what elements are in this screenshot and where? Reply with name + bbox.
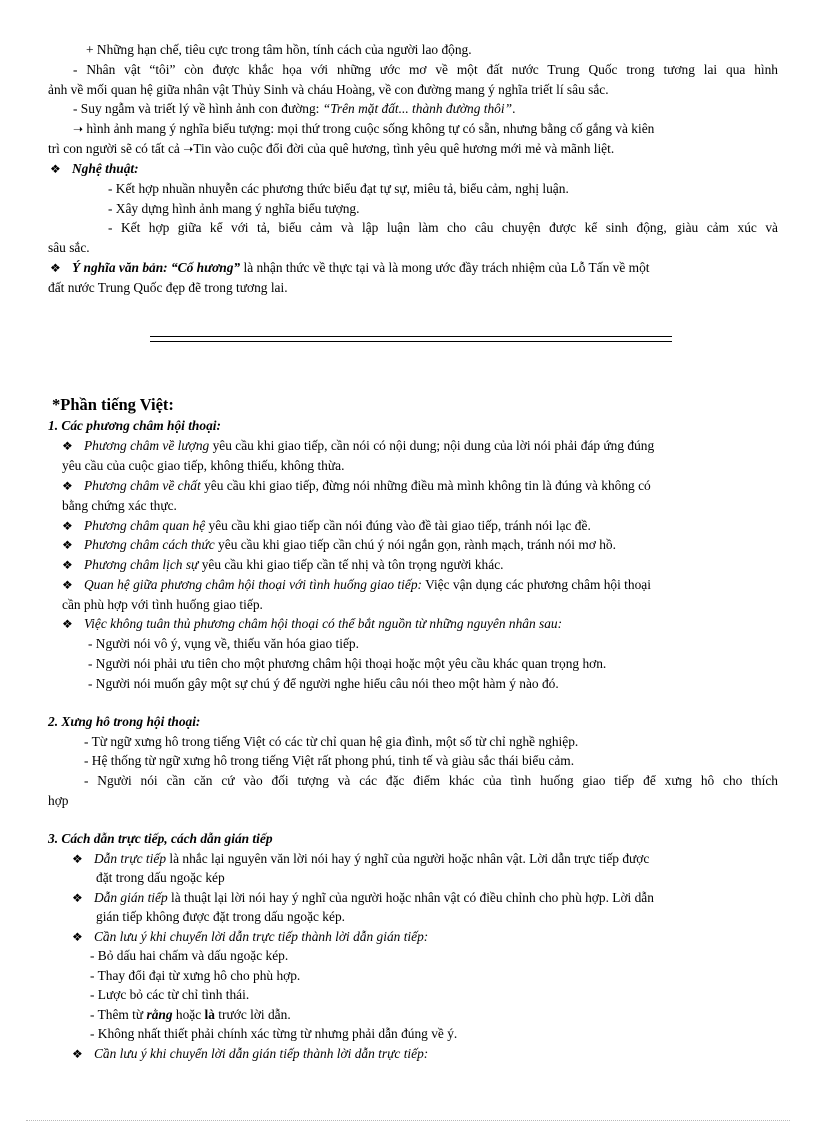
text-run: trước lời dẫn. [214, 1007, 291, 1022]
arrow-icon: ➝ [73, 122, 84, 136]
keyword: rằng [146, 1007, 173, 1022]
art-heading-line [50, 159, 139, 180]
term: Quan hệ giữa phương châm hội thoại với tình huống giao tiếp: [84, 577, 422, 592]
text-line: yêu cầu của cuộc giao tiếp, không thiếu, không thừa. [62, 458, 345, 473]
text-run: Việc vận dụng các phương châm hội thoại [421, 577, 651, 592]
bullet-icon: ❖ [72, 930, 83, 944]
text-line [48, 139, 614, 160]
text-line: cần phù hợp với tình huống giao tiếp. [62, 597, 263, 612]
bullet-icon: ❖ [62, 479, 73, 493]
list-item [62, 436, 778, 457]
list-item: - Người nói muốn gây một sự chú ý để người nghe hiểu câu nói theo một hàm ý nào đó. [88, 676, 559, 691]
text-run: . [512, 101, 516, 116]
text-run: - Thêm từ [90, 1007, 147, 1022]
s1-heading: 1. Các phương châm hội thoại: [48, 418, 221, 433]
list-item [72, 888, 778, 909]
list-item: - Người nói cần căn cứ vào đối tượng và các đặc điểm khác của tình huống giao tiếp để xưng hô cho thích [84, 773, 778, 788]
text-line: bằng chứng xác thực. [62, 498, 177, 513]
text-run: là nhận thức về thực tại và là mong ước đầy trách nhiệm của Lỗ Tấn về một [240, 260, 650, 275]
text-line: hợp [48, 793, 69, 808]
bullet-icon: ❖ [72, 852, 83, 866]
list-item [62, 555, 504, 576]
text-line: đất nước Trung Quốc đẹp đẽ trong tương lai. [48, 280, 288, 295]
term: Phương châm về chất [84, 478, 201, 493]
note-heading: Cần lưu ý khi chuyển lời dẫn trực tiếp thành lời dẫn gián tiếp: [94, 929, 429, 944]
term: Dẫn gián tiếp [94, 890, 168, 905]
list-item: - Thay đổi đại từ xưng hô cho phù hợp. [90, 968, 301, 983]
list-item [72, 927, 428, 948]
list-item [62, 614, 562, 635]
list-item: - Kết hợp giữa kể với tả, biểu cảm và lập luận làm cho câu chuyện được kể sinh động, giàu cảm xúc và [108, 220, 778, 235]
term: Phương châm về lượng [84, 438, 210, 453]
bullet-icon: ❖ [62, 617, 73, 631]
bullet-icon: ❖ [62, 578, 73, 592]
note-heading: Cần lưu ý khi chuyển lời dẫn gián tiếp thành lời dẫn trực tiếp: [94, 1046, 429, 1061]
list-item: - Bỏ dấu hai chấm và dấu ngoặc kép. [90, 948, 289, 963]
list-item [62, 575, 778, 596]
text-run: Tin vào cuộc đổi đời của quê hương, tình yêu quê hương mới mẻ và mãnh liệt. [193, 141, 615, 156]
list-item [62, 476, 778, 497]
list-item [72, 849, 778, 870]
list-item [62, 535, 616, 556]
text-run: hình ảnh mang ý nghĩa biểu tượng: mọi thứ trong cuộc sống không tự có sẵn, nhưng bằng cố gắng và kiên [86, 121, 655, 136]
bullet-icon: ❖ [62, 558, 73, 572]
term: Phương châm lịch sự [84, 557, 199, 572]
text-run: yêu cầu khi giao tiếp cần tế nhị và tôn trọng người khác. [198, 557, 504, 572]
text-line: gián tiếp không được đặt trong dấu ngoặc kép. [96, 909, 345, 924]
text-run: yêu cầu khi giao tiếp, đừng nói những điều mà mình không tin là đúng và không có [200, 478, 651, 493]
meaning-heading: Ý nghĩa văn bản: “Cố hương” [72, 260, 241, 275]
text-run: yêu cầu khi giao tiếp, cần nói có nội dung; nội dung của lời nói phải đáp ứng đúng [209, 438, 655, 453]
list-item: - Lược bỏ các từ chỉ tình thái. [90, 987, 250, 1002]
list-item: - Người nói phải ưu tiên cho một phương châm hội thoại hoặc một yêu cầu khác quan trọng hơn. [88, 656, 607, 671]
section-divider [150, 336, 672, 342]
arrow-icon: ➝ [183, 142, 194, 156]
text-run: hoặc [172, 1007, 205, 1022]
quote-text: “Trên mặt đất... thành đường thôi” [322, 101, 513, 116]
text-run: trì con người sẽ có tất cả [48, 141, 184, 156]
list-item: - Xây dựng hình ảnh mang ý nghĩa biểu tượng. [108, 201, 360, 216]
text-run: là nhắc lại nguyên văn lời nói hay ý nghĩ của người hoặc nhân vật. Lời dẫn trực tiếp được [166, 851, 650, 866]
text-line [73, 119, 778, 140]
bullet-icon: ❖ [62, 519, 73, 533]
term: Việc không tuân thủ phương châm hội thoại có thể bắt nguồn từ những nguyên nhân sau: [84, 616, 563, 631]
text-run: là thuật lại lời nói hay ý nghĩ của người hoặc nhân vật có điều chỉnh cho phù hợp. Lời dẫn [167, 890, 654, 905]
bullet-icon: ❖ [62, 538, 73, 552]
bullet-icon: ❖ [72, 891, 83, 905]
list-item [62, 516, 591, 537]
text-run: yêu cầu khi giao tiếp cần nói đúng vào đề tài giao tiếp, tránh nói lạc đề. [205, 518, 591, 533]
list-item [72, 1044, 428, 1065]
s2-heading: 2. Xưng hô trong hội thoại: [48, 714, 201, 729]
text-line [73, 99, 515, 119]
section-title: *Phần tiếng Việt: [52, 395, 174, 414]
list-item: - Từ ngữ xưng hô trong tiếng Việt có các từ chỉ quan hệ gia đình, một số từ chỉ nghề nghiệp. [84, 734, 579, 749]
text-run: - Suy ngẫm và triết lý về hình ảnh con đường: [73, 101, 323, 116]
term: Phương châm quan hệ [84, 518, 206, 533]
text-line: đặt trong dấu ngoặc kép [96, 870, 225, 885]
term: Phương châm cách thức [84, 537, 215, 552]
page-bottom-rule [26, 1120, 790, 1121]
meaning-line [50, 258, 778, 279]
term: Dẫn trực tiếp [94, 851, 167, 866]
bullet-icon: ❖ [72, 1047, 83, 1061]
keyword: là [204, 1007, 215, 1022]
list-item: - Không nhất thiết phải chính xác từng từ nhưng phải dẫn đúng về ý. [90, 1026, 458, 1041]
art-heading: Nghệ thuật: [72, 161, 139, 176]
list-item: - Người nói vô ý, vụng về, thiếu văn hóa giao tiếp. [88, 636, 359, 651]
bullet-icon: ❖ [50, 162, 61, 176]
text-run: yêu cầu khi giao tiếp cần chú ý nói ngắn gọn, rành mạch, tránh nói mơ hồ. [214, 537, 616, 552]
list-item [90, 1005, 291, 1025]
text-line: sâu sắc. [48, 240, 90, 255]
text-line: - Nhân vật “tôi” còn được khắc họa với những ước mơ về một đất nước Trung Quốc trong tương lai qua hình [73, 62, 778, 77]
list-item: - Hệ thống từ ngữ xưng hô trong tiếng Việt rất phong phú, tinh tế và giàu sắc thái biểu cảm. [84, 753, 575, 768]
s3-heading: 3. Cách dẫn trực tiếp, cách dẫn gián tiếp [48, 831, 273, 846]
list-item: - Kết hợp nhuần nhuyễn các phương thức biểu đạt tự sự, miêu tả, biểu cảm, nghị luận. [108, 181, 569, 196]
bullet-icon: ❖ [50, 261, 61, 275]
text-line: + Những hạn chế, tiêu cực trong tâm hồn, tính cách của người lao động. [86, 42, 472, 57]
text-line: ảnh về mối quan hệ giữa nhân vật Thủy Sinh và cháu Hoàng, về con đường mang ý nghĩa triết lí sâu sắc. [48, 82, 609, 97]
bullet-icon: ❖ [62, 439, 73, 453]
